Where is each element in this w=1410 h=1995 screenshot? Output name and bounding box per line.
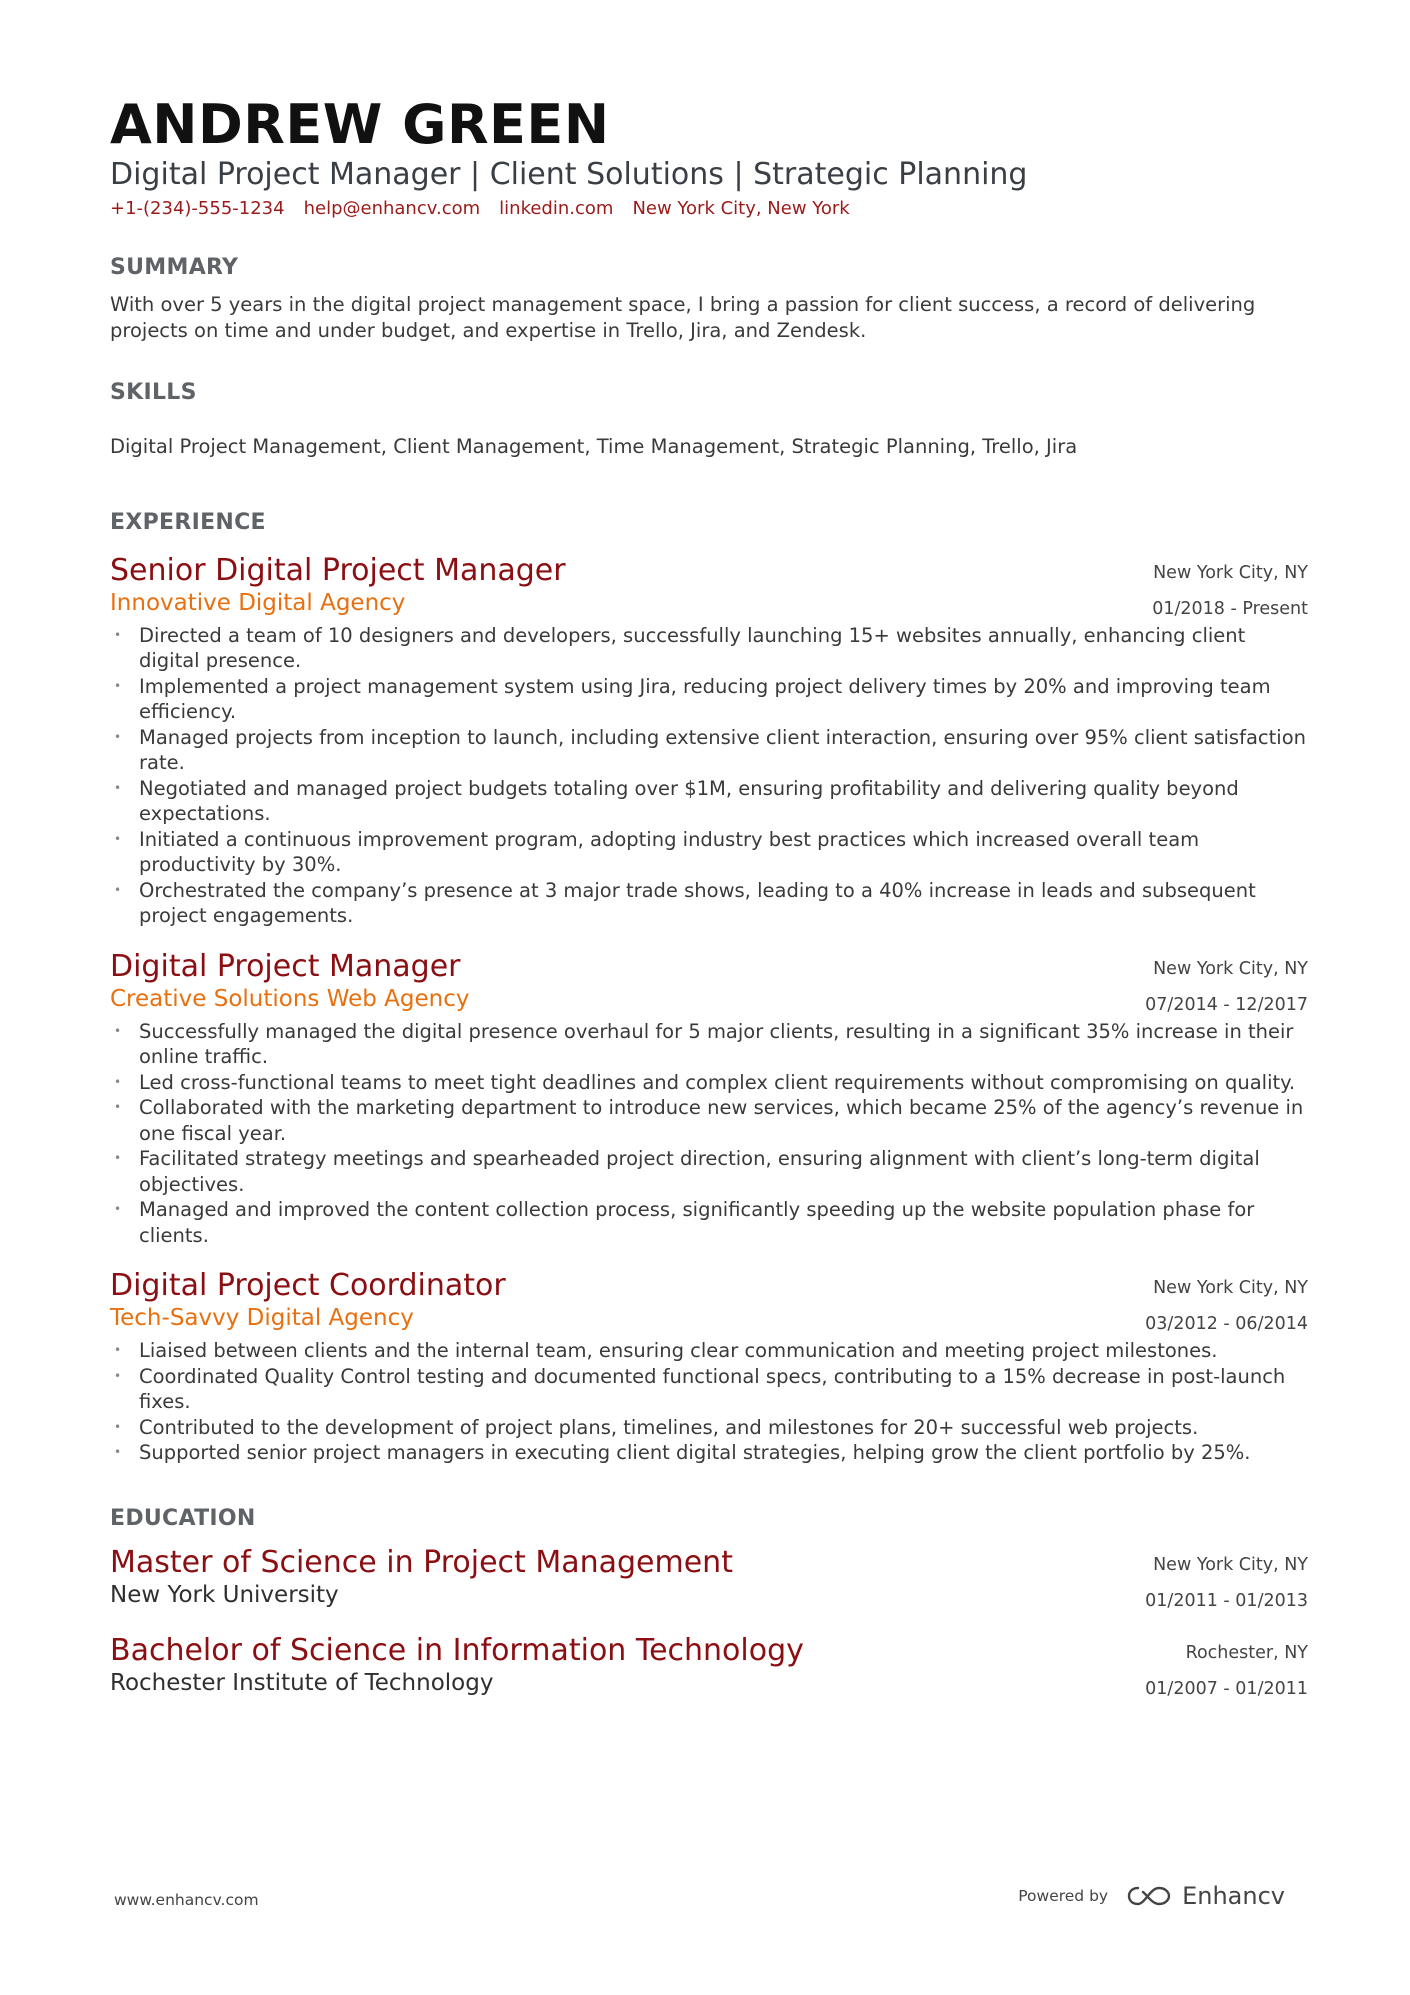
footer-website[interactable]: www.enhancv.com xyxy=(114,1891,259,1909)
contact-location: New York City, New York xyxy=(632,197,850,219)
job-company: Creative Solutions Web Agency xyxy=(110,985,470,1012)
job-meta xyxy=(1145,1270,1308,1342)
experience-entry xyxy=(110,1268,1308,1466)
degree-title: Bachelor of Science in Information Technology xyxy=(110,1632,804,1668)
skills-section xyxy=(110,380,1308,458)
job-dates: 01/2018 - Present xyxy=(1152,598,1308,619)
education-dates: 01/2011 - 01/2013 xyxy=(1145,1590,1308,1611)
brand-name: Enhancv xyxy=(1182,1882,1285,1910)
job-company: Innovative Digital Agency xyxy=(110,589,406,616)
job-location: New York City, NY xyxy=(1153,562,1308,583)
experience-entry xyxy=(110,949,1308,1249)
summary-heading: SUMMARY xyxy=(110,254,239,280)
experience-heading: EXPERIENCE xyxy=(110,509,266,535)
education-section xyxy=(110,1506,1308,1697)
education-heading: EDUCATION xyxy=(110,1505,256,1531)
job-title: Digital Project Manager xyxy=(110,948,461,984)
job-bullets xyxy=(110,1019,1308,1249)
experience-section xyxy=(110,510,1308,1466)
list-item: • Implemented a project management system using Jira, reducing project delivery times by 20% and improving team efficiency. xyxy=(110,674,1308,725)
skills-heading: SKILLS xyxy=(110,379,197,405)
job-dates: 07/2014 - 12/2017 xyxy=(1145,994,1308,1015)
list-item: • Orchestrated the company’s presence at 3 major trade shows, leading to a 40% increase in leads and subsequent project engagements. xyxy=(110,878,1308,929)
education-meta xyxy=(1145,1547,1308,1619)
list-item: • Coordinated Quality Control testing and documented functional specs, contributing to a 15% decrease in post-launch fixes. xyxy=(110,1364,1308,1415)
list-item: • Managed projects from inception to launch, including extensive client interaction, ensuring over 95% client satisfaction rate. xyxy=(110,725,1308,776)
infinity-loop-icon xyxy=(1126,1884,1172,1908)
powered-by-label: Powered by xyxy=(1018,1887,1109,1905)
job-title: Senior Digital Project Manager xyxy=(110,552,566,588)
job-bullets xyxy=(110,623,1308,929)
list-item: • Contributed to the development of project plans, timelines, and milestones for 20+ successful web projects. xyxy=(110,1415,1308,1441)
list-item: • Facilitated strategy meetings and spearheaded project direction, ensuring alignment with client’s long-term digital objectives. xyxy=(110,1146,1308,1197)
list-item: • Managed and improved the content collection process, significantly speeding up the website population phase for clients. xyxy=(110,1197,1308,1248)
job-location: New York City, NY xyxy=(1153,958,1308,979)
contact-email[interactable]: help@enhancv.com xyxy=(303,197,481,219)
list-item: • Led cross-functional teams to meet tight deadlines and complex client requirements without compromising on quality. xyxy=(110,1070,1308,1096)
job-title: Digital Project Coordinator xyxy=(110,1268,506,1304)
degree-title: Master of Science in Project Management xyxy=(110,1544,733,1580)
education-location: New York City, NY xyxy=(1153,1554,1308,1575)
candidate-subtitle: Digital Project Manager | Client Solutions | Strategic Planning xyxy=(110,157,1028,193)
school-name: Rochester Institute of Technology xyxy=(110,1669,494,1696)
education-dates: 01/2007 - 01/2011 xyxy=(1145,1678,1308,1699)
education-entry xyxy=(110,1545,1308,1609)
list-item: • Liaised between clients and the internal team, ensuring clear communication and meeting project milestones. xyxy=(110,1338,1308,1364)
candidate-name: ANDREW GREEN xyxy=(110,93,610,156)
job-location: New York City, NY xyxy=(1153,1278,1308,1299)
education-meta xyxy=(1145,1635,1308,1707)
job-meta xyxy=(1152,555,1308,627)
contact-row xyxy=(110,198,1308,219)
job-dates: 03/2012 - 06/2014 xyxy=(1145,1314,1308,1335)
contact-linkedin[interactable]: linkedin.com xyxy=(499,197,614,219)
job-meta xyxy=(1145,951,1308,1023)
list-item: • Collaborated with the marketing department to introduce new services, which became 25% of the agency’s revenue in one fiscal year. xyxy=(110,1095,1308,1146)
list-item: • Supported senior project managers in executing client digital strategies, helping grow the client portfolio by 25%. xyxy=(110,1440,1308,1466)
footer-branding xyxy=(1018,1882,1285,1910)
contact-phone[interactable]: +1-(234)-555-1234 xyxy=(110,197,285,219)
list-item: • Directed a team of 10 designers and developers, successfully launching 15+ websites annually, enhancing client digital presence. xyxy=(110,623,1308,674)
job-bullets xyxy=(110,1338,1308,1466)
skills-text: Digital Project Management, Client Management, Time Management, Strategic Planning, Trello, Jira xyxy=(110,434,1078,458)
list-item: • Negotiated and managed project budgets totaling over $1M, ensuring profitability and delivering quality beyond expectations. xyxy=(110,776,1308,827)
brand-logo[interactable] xyxy=(1126,1882,1285,1910)
summary-section xyxy=(110,255,1308,344)
list-item: • Successfully managed the digital presence overhaul for 5 major clients, resulting in a significant 35% increase in their online traffic. xyxy=(110,1019,1308,1070)
experience-entry xyxy=(110,553,1308,929)
school-name: New York University xyxy=(110,1581,339,1608)
education-entry xyxy=(110,1633,1308,1697)
list-item: • Initiated a continuous improvement program, adopting industry best practices which increased overall team productivity by 30%. xyxy=(110,827,1308,878)
summary-text: With over 5 years in the digital project management space, I bring a passion for client success, a record of delivering projects on time and under budget, and expertise in Trello, Jira, and Zendesk. xyxy=(110,292,1256,342)
job-company: Tech-Savvy Digital Agency xyxy=(110,1305,414,1332)
resume-page xyxy=(110,95,1308,1697)
education-location: Rochester, NY xyxy=(1185,1642,1308,1663)
